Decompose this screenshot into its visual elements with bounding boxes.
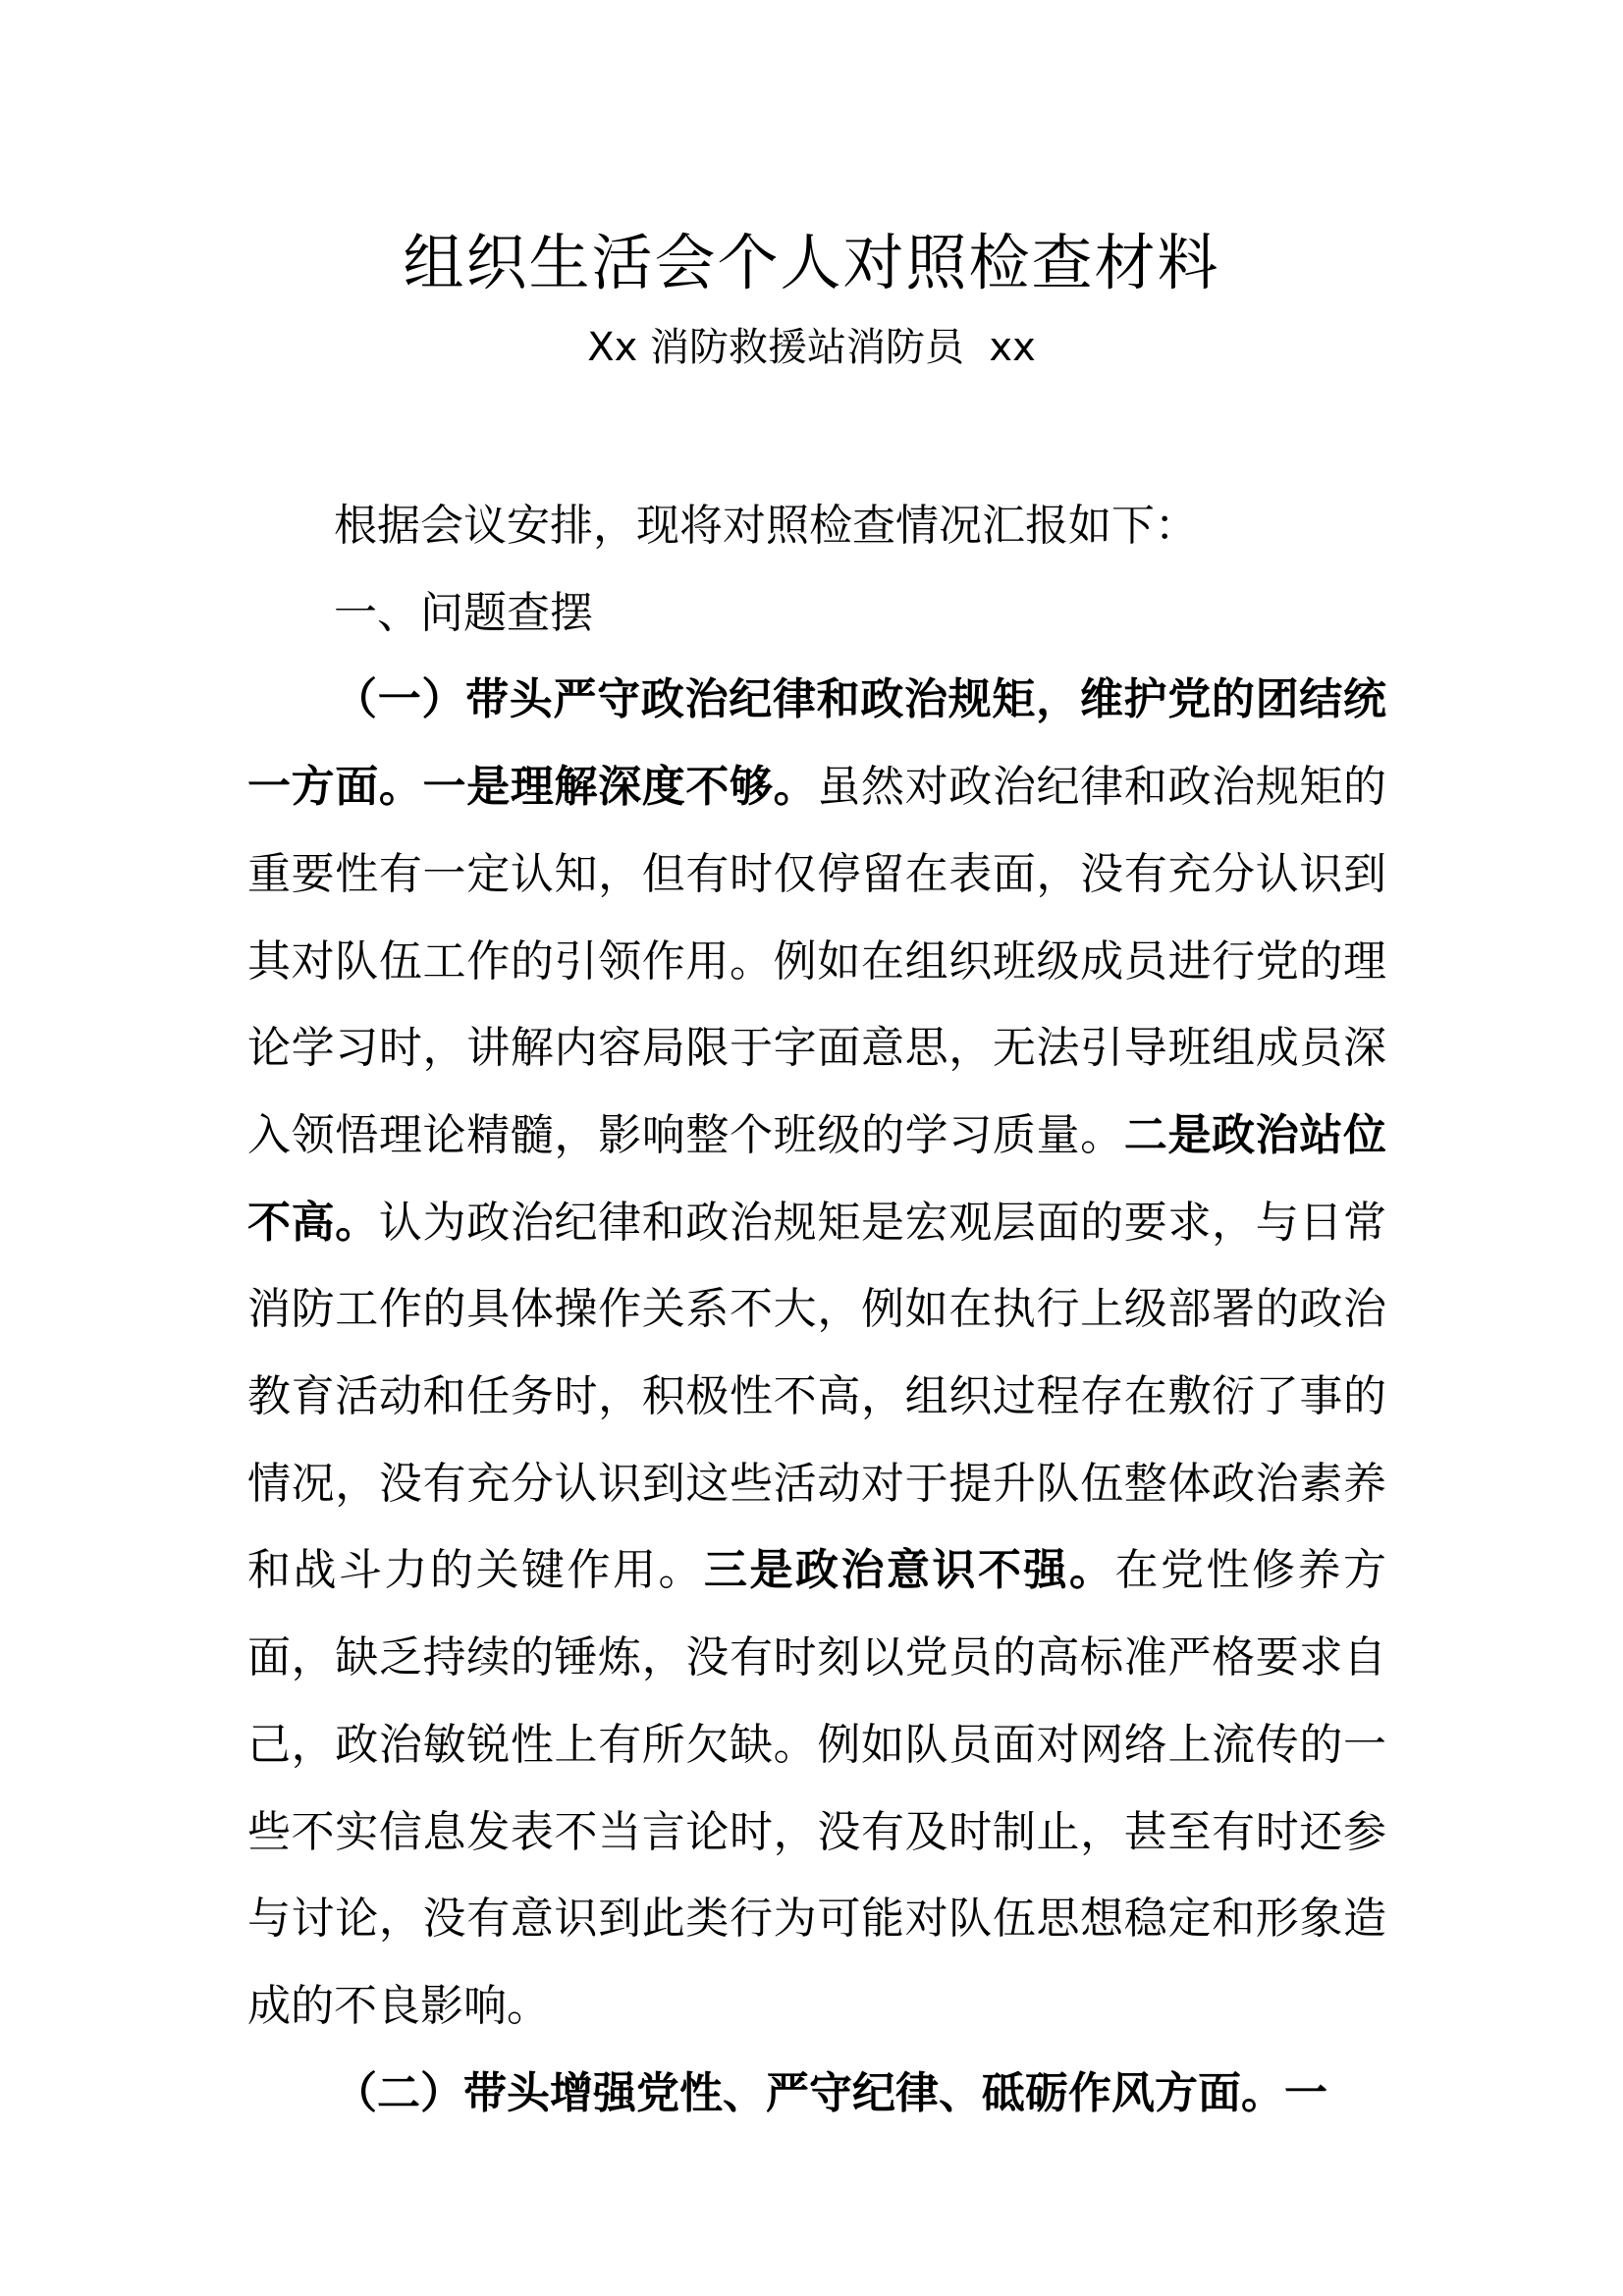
document-body [247, 483, 1386, 2137]
paragraph-lead-bold: （一）带头严守政治纪律和政治规矩，维护党的团结统一方面。一是理解深度不够。 [247, 674, 1386, 813]
paragraph-text: 在党性修养方面，缺乏持续的锤炼，没有时刻以党员的高标准严格要求自己，政治敏锐性上有所欠缺。例如队员面对网络上流传的一些不实信息发表不当言论时，没有及时制止，甚至有时还参与讨论，没有意识到此类行为可能对队伍思想稳定和形象造成的不良影响。 [247, 1545, 1386, 2031]
paragraph-party-spirit [247, 2051, 1386, 2138]
paragraph-political-discipline [247, 657, 1386, 2050]
paragraph-text: 虽然对政治纪律和政治规矩的重要性有一定认知，但有时仅停留在表面，没有充分认识到其对队伍工作的引领作用。例如在组织班级成员进行党的理论学习时，讲解内容局限于字面意思，无法引导班组成员深入领悟理论精髓，影响整个班级的学习质量。 [247, 762, 1387, 1160]
document-subtitle: Xx 消防救援站消防员 xx [587, 325, 1036, 370]
document-title: 组织生活会个人对照检查材料 [403, 227, 1220, 298]
point-heading-bold: 二是政治站位不高。 [247, 1109, 1387, 1248]
section-heading: 一、问题查摆 [334, 587, 593, 638]
point-heading-bold: 三是政治意识不强。 [704, 1545, 1115, 1596]
paragraph-lead-bold: （二）带头增强党性、严守纪律、砥砺作风方面。一 [334, 2067, 1327, 2118]
paragraph-text: 认为政治纪律和政治规矩是宏观层面的要求，与日常消防工作的具体操作关系不大，例如在执行上级部署的政治教育活动和任务时，积极性不高，组织过程存在敷衍了事的情况，没有充分认识到这些活动对于提升队伍整体政治素养和战斗力的关键作用。 [247, 1197, 1386, 1596]
intro-paragraph: 根据会议安排，现将对照检查情况汇报如下： [334, 501, 1198, 551]
